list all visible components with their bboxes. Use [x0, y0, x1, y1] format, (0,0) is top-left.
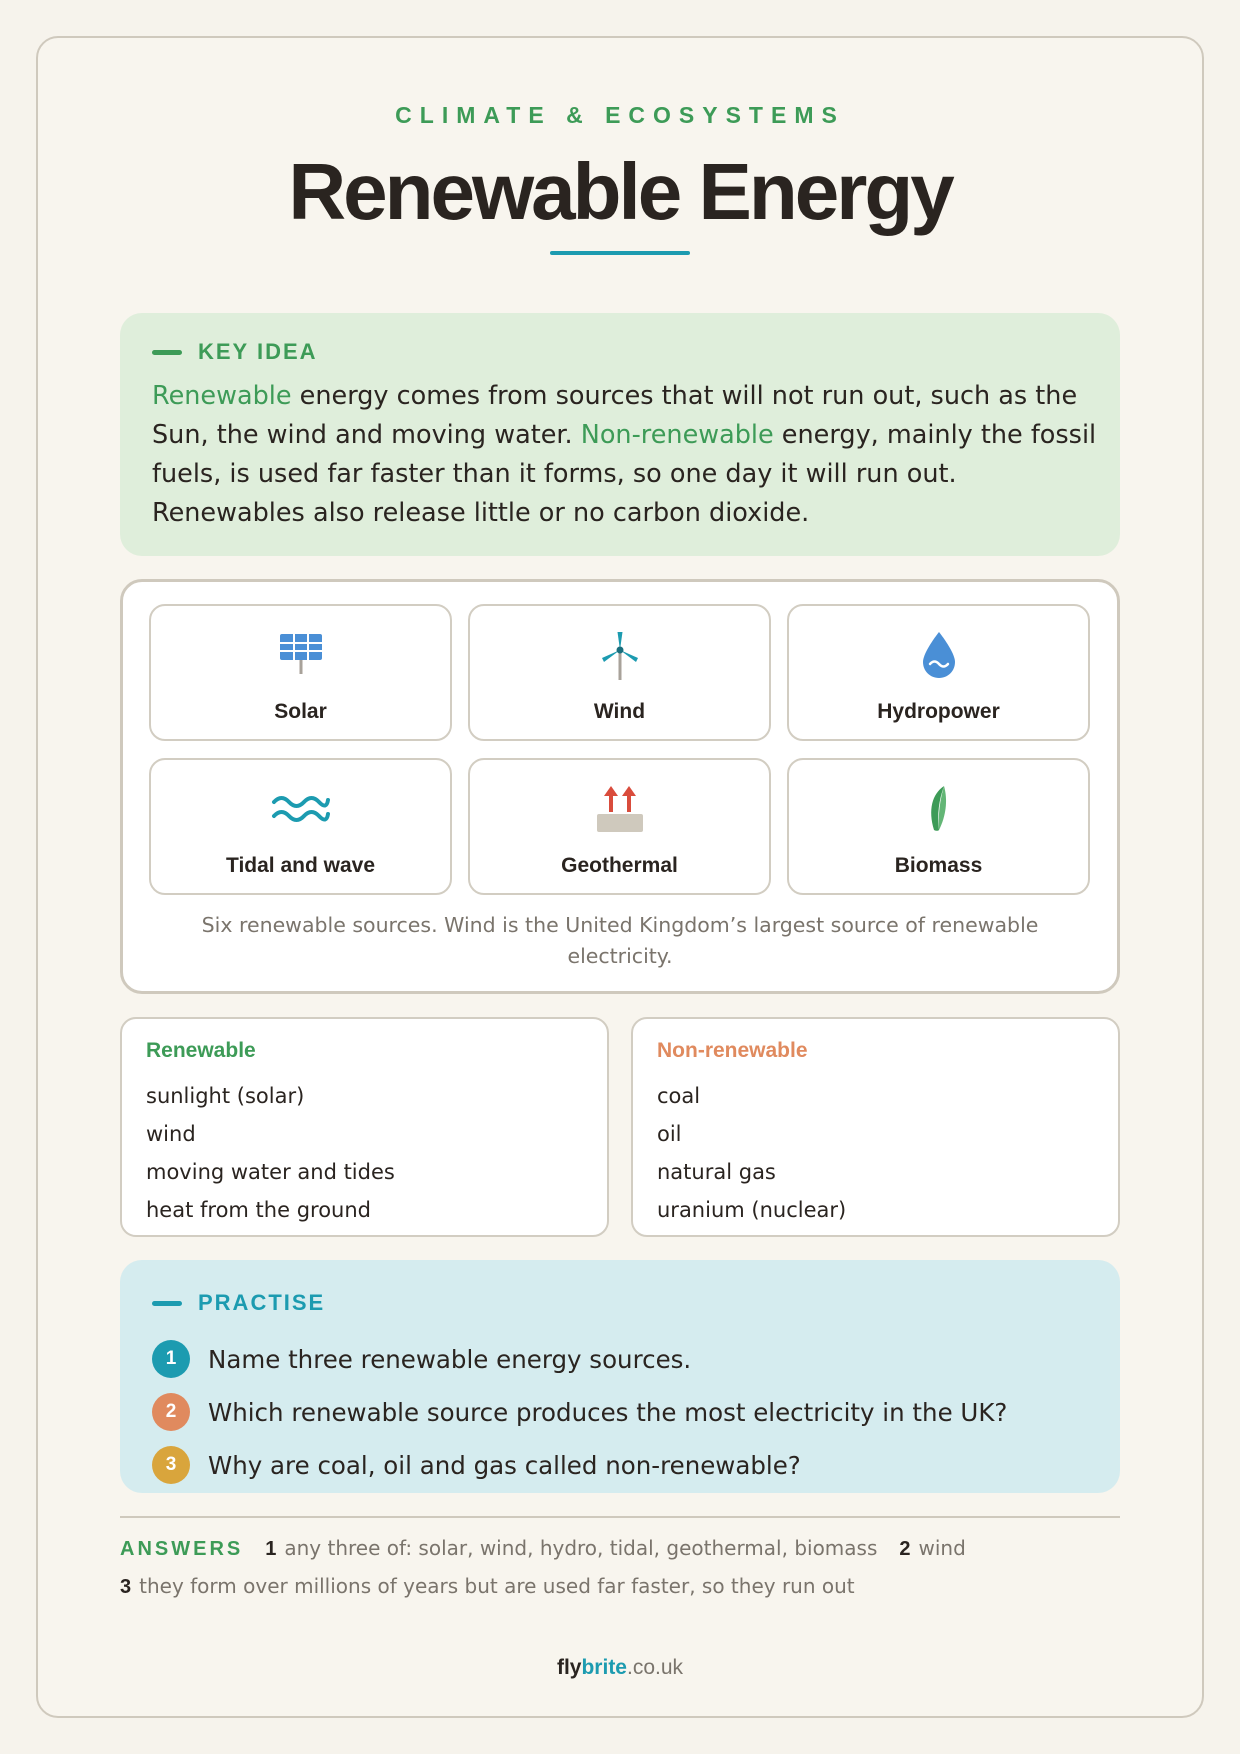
source-label: Geothermal: [561, 854, 678, 877]
list-item: moving water and tides: [146, 1160, 395, 1184]
list-item: heat from the ground: [146, 1198, 371, 1222]
list-item: coal: [657, 1084, 701, 1108]
brand-fly: fly: [556, 1656, 582, 1679]
practise-question-3: [152, 1446, 801, 1484]
nonrenewable-heading: Non-renewable: [657, 1039, 808, 1062]
geothermal-icon: [470, 784, 769, 836]
source-label: Wind: [593, 700, 646, 723]
term-non-renewable: Non-renewable: [580, 420, 774, 450]
page-title: Renewable Energy: [288, 147, 952, 236]
question-number-badge: 2: [152, 1393, 190, 1431]
wind-turbine-icon: [470, 630, 769, 682]
practise-heading-text: PRACTISE: [198, 1290, 326, 1315]
renewable-list: [146, 1077, 395, 1229]
heading-dash: [152, 1301, 182, 1306]
source-label: Tidal and wave: [226, 854, 375, 877]
source-card-biomass: [787, 758, 1090, 895]
practise-panel: [120, 1260, 1120, 1493]
key-idea-panel: [120, 313, 1120, 556]
key-idea-heading-text: KEY IDEA: [198, 339, 318, 364]
source-label: Biomass: [894, 854, 983, 877]
waves-icon: [151, 784, 450, 836]
answers-label: ANSWERS: [120, 1538, 244, 1560]
answers-divider: [120, 1516, 1120, 1518]
sources-panel: [120, 579, 1120, 994]
solar-panel-icon: [151, 630, 450, 682]
question-text: Why are coal, oil and gas called non-renewable?: [208, 1450, 801, 1480]
renewable-heading: Renewable: [146, 1039, 256, 1062]
footer-brand: [0, 1656, 1240, 1680]
practise-heading: [152, 1290, 325, 1316]
answers-section: [120, 1530, 1120, 1606]
source-card-hydropower: [787, 604, 1090, 741]
source-card-wind: [468, 604, 771, 741]
practise-question-1: [152, 1340, 691, 1378]
brand-domain: .co.uk: [627, 1656, 684, 1679]
nonrenewable-list-box: [631, 1017, 1120, 1237]
list-item: natural gas: [657, 1160, 776, 1184]
answer-text: any three of: solar, wind, hydro, tidal, geothermal, biomass: [284, 1536, 878, 1560]
source-label: Hydropower: [877, 700, 1000, 723]
question-number-badge: 1: [152, 1340, 190, 1378]
list-item: wind: [146, 1122, 196, 1146]
question-text: Which renewable source produces the most electricity in the UK?: [208, 1397, 1008, 1427]
title-underline: [550, 251, 690, 255]
source-card-geothermal: [468, 758, 771, 895]
practise-question-2: [152, 1393, 1007, 1431]
source-card-solar: [149, 604, 452, 741]
answer-number: 1: [265, 1538, 277, 1560]
key-idea-text-1: energy comes from sources that will not run out, such as the Sun, the wind and moving water.: [152, 381, 1078, 450]
list-item: uranium (nuclear): [657, 1198, 847, 1222]
key-idea-heading: [152, 339, 318, 365]
answer-text: wind: [918, 1536, 966, 1560]
question-number-badge: 3: [152, 1446, 190, 1484]
key-idea-text-2: energy, mainly the fossil fuels, is used far faster than it forms, so one day it will run out. Renewables also release little or no carbon dioxide.: [152, 420, 1097, 528]
key-idea-text: [152, 377, 1102, 533]
source-label: Solar: [274, 700, 327, 723]
renewable-list-box: [120, 1017, 609, 1237]
eyebrow-label: CLIMATE & ECOSYSTEMS: [395, 102, 845, 128]
term-renewable: Renewable: [152, 381, 292, 411]
question-text: Name three renewable energy sources.: [208, 1344, 692, 1374]
sources-caption: Six renewable sources. Wind is the United Kingdom’s largest source of renewable electricity.: [201, 913, 1039, 968]
nonrenewable-list: [657, 1077, 846, 1229]
answer-text: they form over millions of years but are used far faster, so they run out: [139, 1574, 855, 1598]
answer-number: 3: [120, 1576, 132, 1598]
source-card-tidal: [149, 758, 452, 895]
heading-dash: [152, 350, 182, 355]
answer-number: 2: [899, 1538, 911, 1560]
list-item: sunlight (solar): [146, 1084, 305, 1108]
brand-brite: brite: [581, 1656, 627, 1679]
water-drop-icon: [789, 630, 1088, 682]
leaf-icon: [789, 784, 1088, 836]
list-item: oil: [657, 1122, 682, 1146]
